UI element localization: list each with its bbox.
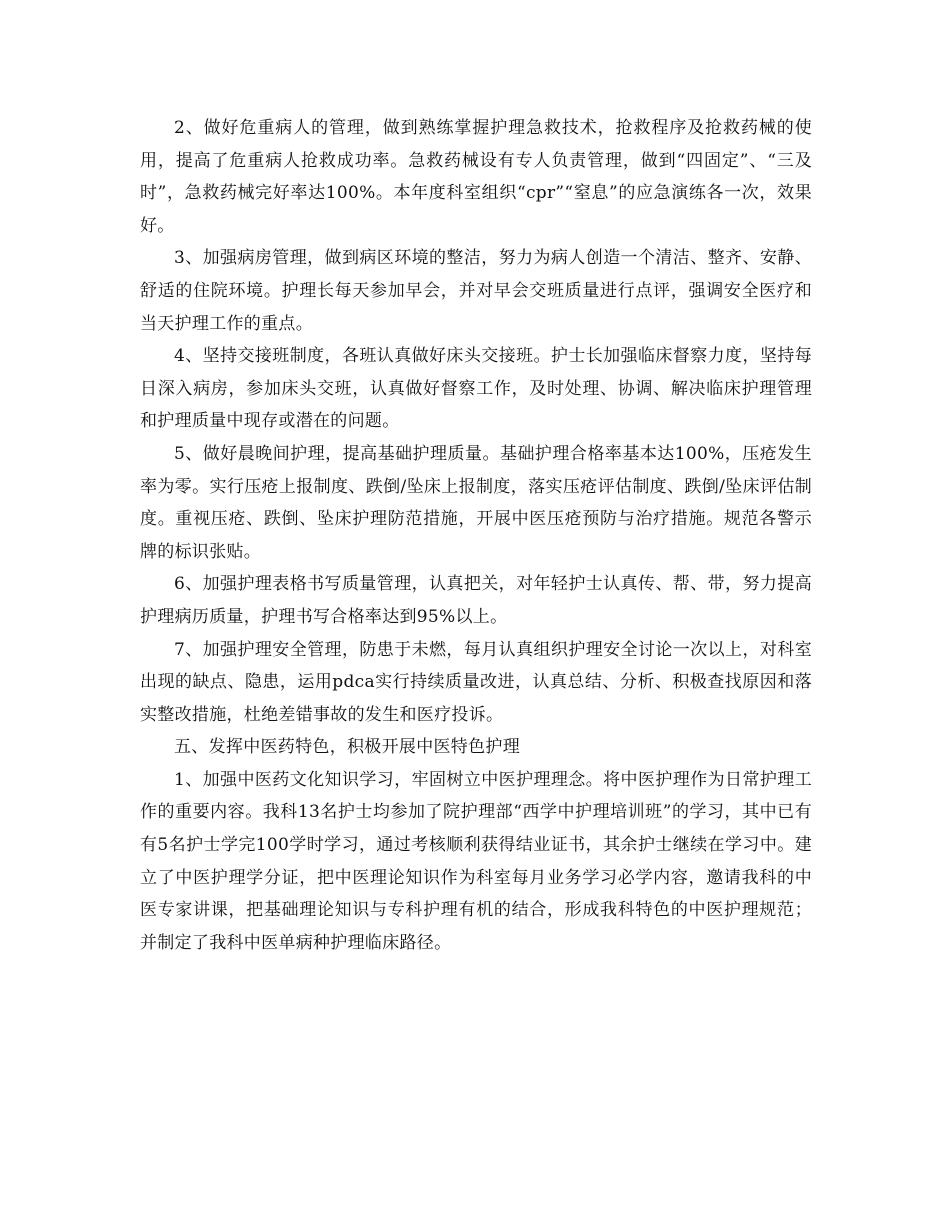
paragraph-ward-management: 3、加强病房管理，做到病区环境的整洁，努力为病人创造一个清洁、整齐、安静、舒适的住院环境。护理长每天参加早会，并对早会交班质量进行点评，强调安全医疗和当天护理工作的重点。 [140,248,812,334]
paragraph-tcm-learning: 1、加强中医药文化知识学习，牢固树立中医护理理念。将中医护理作为日常护理工作的重要内容。我科13名护士均参加了院护理部“西学中护理培训班”的学习，其中已有有5名护士学完100学时学习，通过考核顺利获得结业证书，其余护士继续在学习中。建立了中医护理学分证，把中医理论知识作为科室每月业务学习必学内容，邀请我科的中医专家讲课，把基础理论知识与专科护理有机的结合，形成我科特色的中医护理规范；并制定了我科中医单病种护理临床路径。 [140,769,812,953]
section-heading-tcm: 五、发挥中医药特色，积极开展中医特色护理 [174,737,520,758]
paragraph-nursing-safety: 7、加强护理安全管理，防患于未燃，每月认真组织护理安全讨论一次以上，对科室出现的缺点、隐患，运用pdca实行持续质量改进，认真总结、分析、积极查找原因和落实整改措施，杜绝差错事故的发生和医疗投诉。 [140,639,812,725]
paragraph-morning-evening-care: 5、做好晨晚间护理，提高基础护理质量。基础护理合格率基本达100%，压疮发生率为零。实行压疮上报制度、跌倒/坠床上报制度，落实压疮评估制度、跌倒/坠床评估制度。重视压疮、跌倒、坠床护理防范措施，开展中医压疮预防与治疗措施。规范各警示牌的标识张贴。 [140,443,812,562]
paragraph-critical-patient-management: 2、做好危重病人的管理，做到熟练掌握护理急救技术，抢救程序及抢救药械的使用，提高了危重病人抢救成功率。急救药械设有专人负责管理，做到“四固定”、“三及时”，急救药械完好率达100%。本年度科室组织“cpr”“窒息”的应急演练各一次，效果好。 [140,118,812,236]
paragraph-nursing-records: 6、加强护理表格书写质量管理，认真把关，对年轻护士认真传、帮、带，努力提高护理病历质量，护理书写合格率达到95%以上。 [140,574,812,627]
paragraph-shift-handover: 4、坚持交接班制度，各班认真做好床头交接班。护士长加强临床督察力度，坚持每日深入病房，参加床头交班，认真做好督察工作，及时处理、协调、解决临床护理管理和护理质量中现存或潜在的问题。 [140,346,812,432]
document-body [140,112,812,959]
